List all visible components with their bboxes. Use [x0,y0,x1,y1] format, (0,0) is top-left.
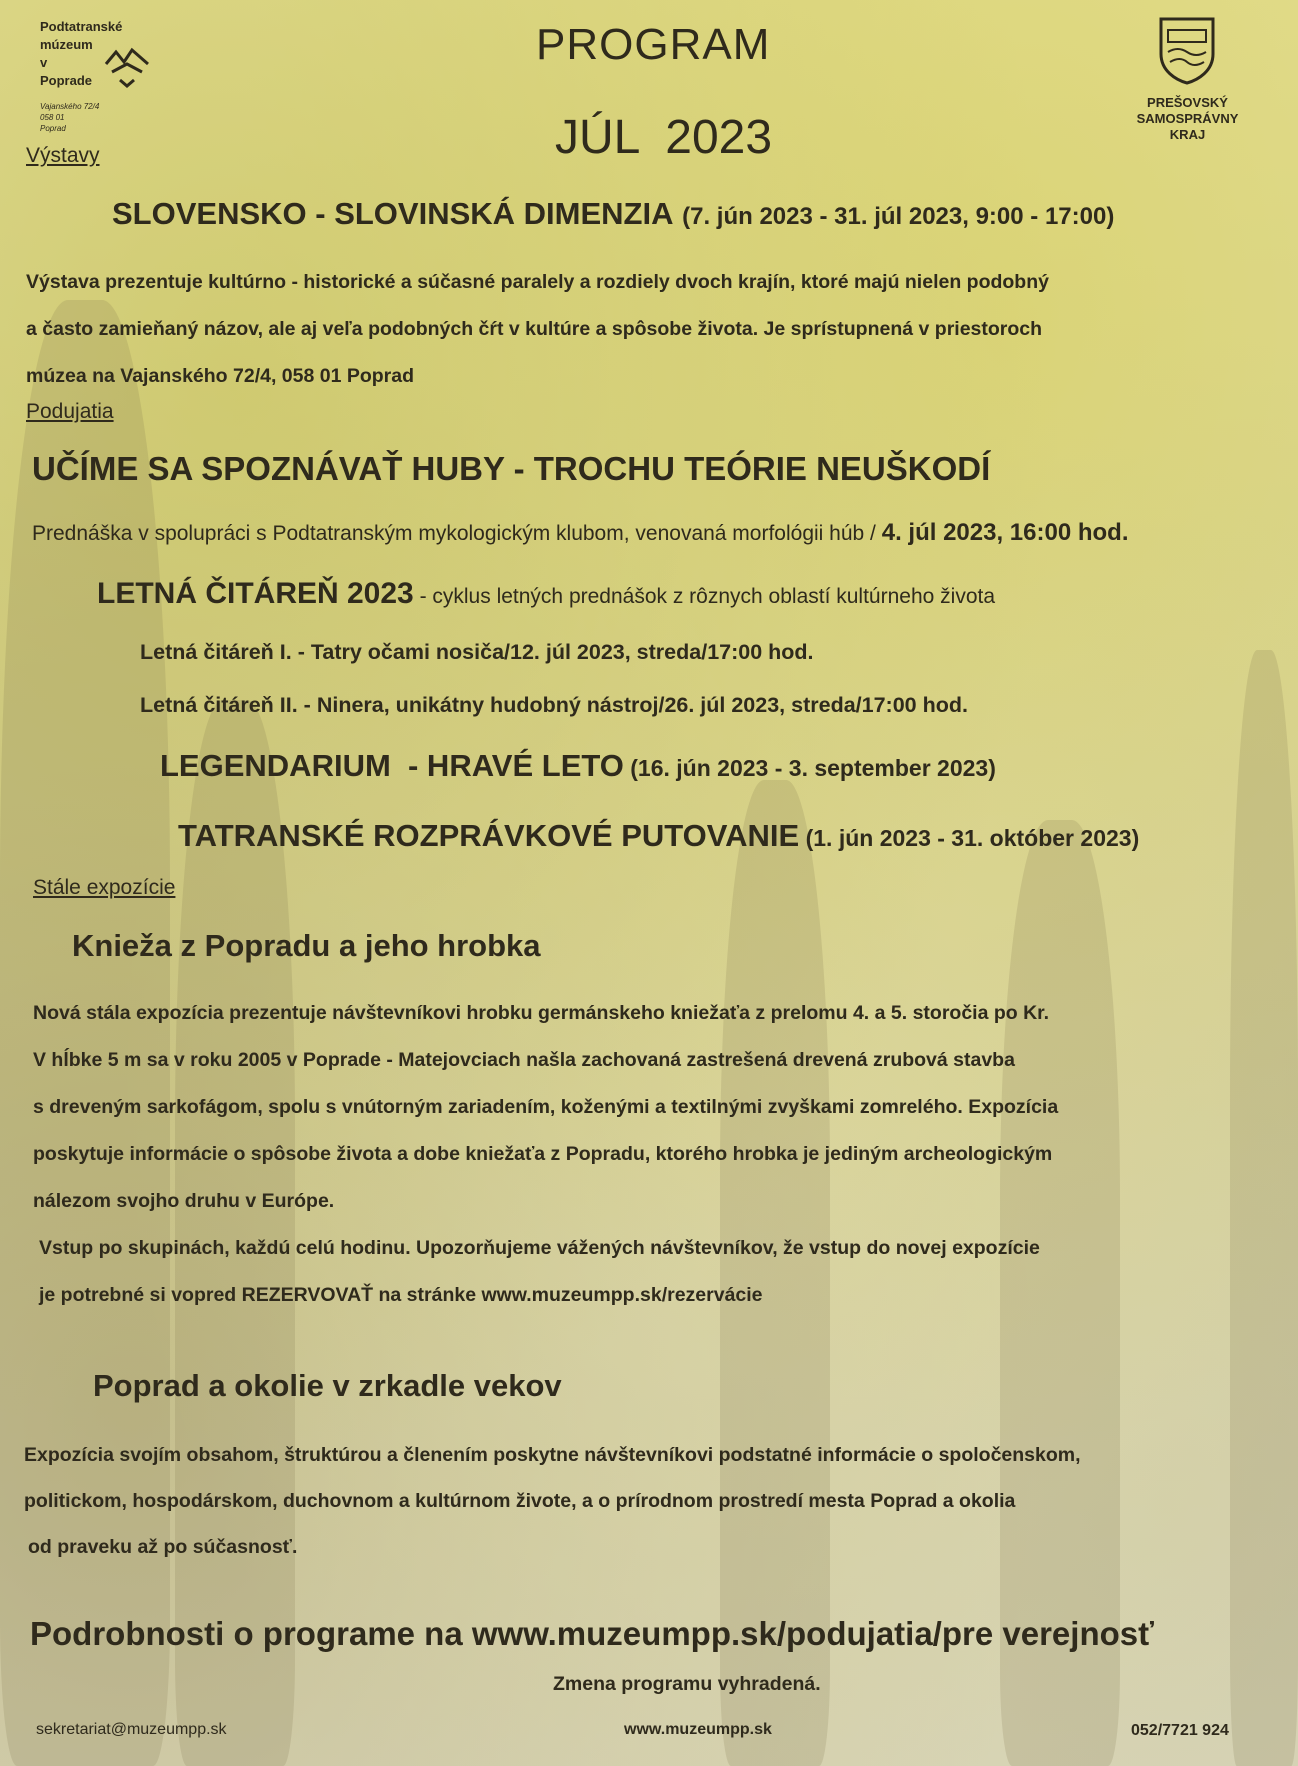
event-citaren-desc: - cyklus letných prednášok z rôznych oblastí kultúrneho života [413,585,996,608]
footer-phone: 052/7721 924 [1131,1722,1229,1739]
expo1-line: Vstup po skupinách, každú celú hodinu. Upozorňujeme vážených návštevníkov, že vstup do novej expozície [39,1237,1040,1259]
event-legendarium [160,748,996,784]
footer-email: sekretariat@muzeumpp.sk [36,1721,227,1738]
region-name [1120,95,1255,143]
exhibition-desc-line: a často zamieňaný názov, ale aj veľa podobných čŕt v kultúre a spôsobe života. Je sprístupnená v priestoroch [26,318,1043,340]
exhibition-heading [112,196,1114,232]
footer-details: Podrobnosti o programe na www.muzeumpp.sk/podujatia/pre verejnosť [30,1615,1154,1652]
expo1-title: Knieža z Popradu a jeho hrobka [72,928,541,963]
museum-name-line: Podtatranské [40,19,123,34]
expo1-line: Nová stála expozícia prezentuje návštevníkovi hrobku germánskeho kniežaťa z prelomu 4. a 5. storočia po Kr. [33,1002,1050,1024]
expo2-line: Expozícia svojím obsahom, štruktúrou a členením poskytne návštevníkovi podstatné informácie o spoločenskom, [24,1444,1081,1466]
museum-address-line: Vajanského 72/4 [40,102,100,111]
event-citaren-title: LETNÁ ČITÁREŇ 2023 [97,577,414,610]
footer-change-note: Zmena programu vyhradená. [553,1673,821,1695]
event-putovanie [178,818,1139,854]
expo1-line: je potrebné si vopred REZERVOVAŤ na stránke www.muzeumpp.sk/rezervácie [39,1284,763,1306]
museum-logo-icon [102,42,152,90]
expo1-line: poskytuje informácie o spôsobe života a dobe kniežaťa z Popradu, ktorého hrobka je jediným archeologickým [33,1143,1053,1165]
expo1-line: nálezom svojho druhu v Európe. [33,1190,335,1212]
event-legendarium-dates: (16. jún 2023 - 3. september 2023) [623,755,996,781]
event-huby-line [32,519,1129,547]
event-citaren-2: Letná čitáreň II. - Ninera, unikátny hudobný nástroj/26. júl 2023, streda/17:00 hod. [140,693,968,717]
museum-address-line: 058 01 [40,113,65,122]
museum-address-line: Poprad [40,124,66,133]
exhibition-title: SLOVENSKO - SLOVINSKÁ DIMENZIA [112,196,674,231]
museum-address [40,101,99,134]
expo2-line: od praveku až po súčasnosť. [28,1536,298,1558]
section-label-vystavy: Výstavy [26,144,100,167]
exhibition-desc-line: Výstava prezentuje kultúrno - historické a súčasné paralely a rozdiely dvoch krajín, ktoré majú nielen podobný [26,271,1049,293]
coat-of-arms-icon [1158,16,1216,86]
expo1-line: s dreveným sarkofágom, spolu s vnútorným zariadením, koženými a textilnými zvyškami zomrelého. Expozícia [33,1096,1059,1118]
museum-name-line: v [40,55,48,70]
exhibition-dates: (7. jún 2023 - 31. júl 2023, 9:00 - 17:00) [682,203,1115,230]
expo2-line: politickom, hospodárskom, duchovnom a kultúrnom živote, a o prírodnom prostredí mesta Poprad a okolia [24,1490,1016,1512]
museum-name-line: Poprade [40,73,93,88]
expo1-line: V hĺbke 5 m sa v roku 2005 v Poprade - Matejovciach našla zachovaná zastrešená drevená zrubová stavba [33,1049,1015,1071]
event-huby-title: UČÍME SA SPOZNÁVAŤ HUBY - TROCHU TEÓRIE NEUŠKODÍ [32,450,991,487]
expo2-title: Poprad a okolie v zrkadle vekov [93,1368,562,1403]
event-citaren-heading [97,577,995,611]
event-huby-date: 4. júl 2023, 16:00 hod. [881,519,1129,546]
event-huby-desc: Prednáška v spolupráci s Podtatranským mykologickým klubom, venovaná morfológii húb / [32,522,882,545]
footer-web: www.muzeumpp.sk [624,1721,772,1738]
region-name-line: SAMOSPRÁVNY [1136,111,1239,126]
background-tree-trunk [1230,650,1298,1766]
event-legendarium-title: LEGENDARIUM - HRAVÉ LETO [160,748,624,783]
expo1-description [33,990,1058,1319]
museum-name-line: múzeum [40,37,93,52]
event-putovanie-dates: (1. jún 2023 - 31. október 2023) [799,825,1140,851]
exhibition-description [26,259,1049,400]
section-label-podujatia: Podujatia [26,400,114,423]
event-citaren-1: Letná čitáreň I. - Tatry očami nosiča/12. júl 2023, streda/17:00 hod. [140,640,814,664]
expo2-description [24,1432,1081,1570]
section-label-stale: Stále expozície [33,876,176,899]
region-name-line: PREŠOVSKÝ [1147,95,1228,110]
event-putovanie-title: TATRANSKÉ ROZPRÁVKOVÉ PUTOVANIE [178,818,800,853]
page-title: PROGRAM [536,20,771,69]
page-month: JÚL 2023 [555,111,773,164]
exhibition-desc-line: múzea na Vajanského 72/4, 058 01 Poprad [26,365,415,387]
region-name-line: KRAJ [1169,127,1206,142]
